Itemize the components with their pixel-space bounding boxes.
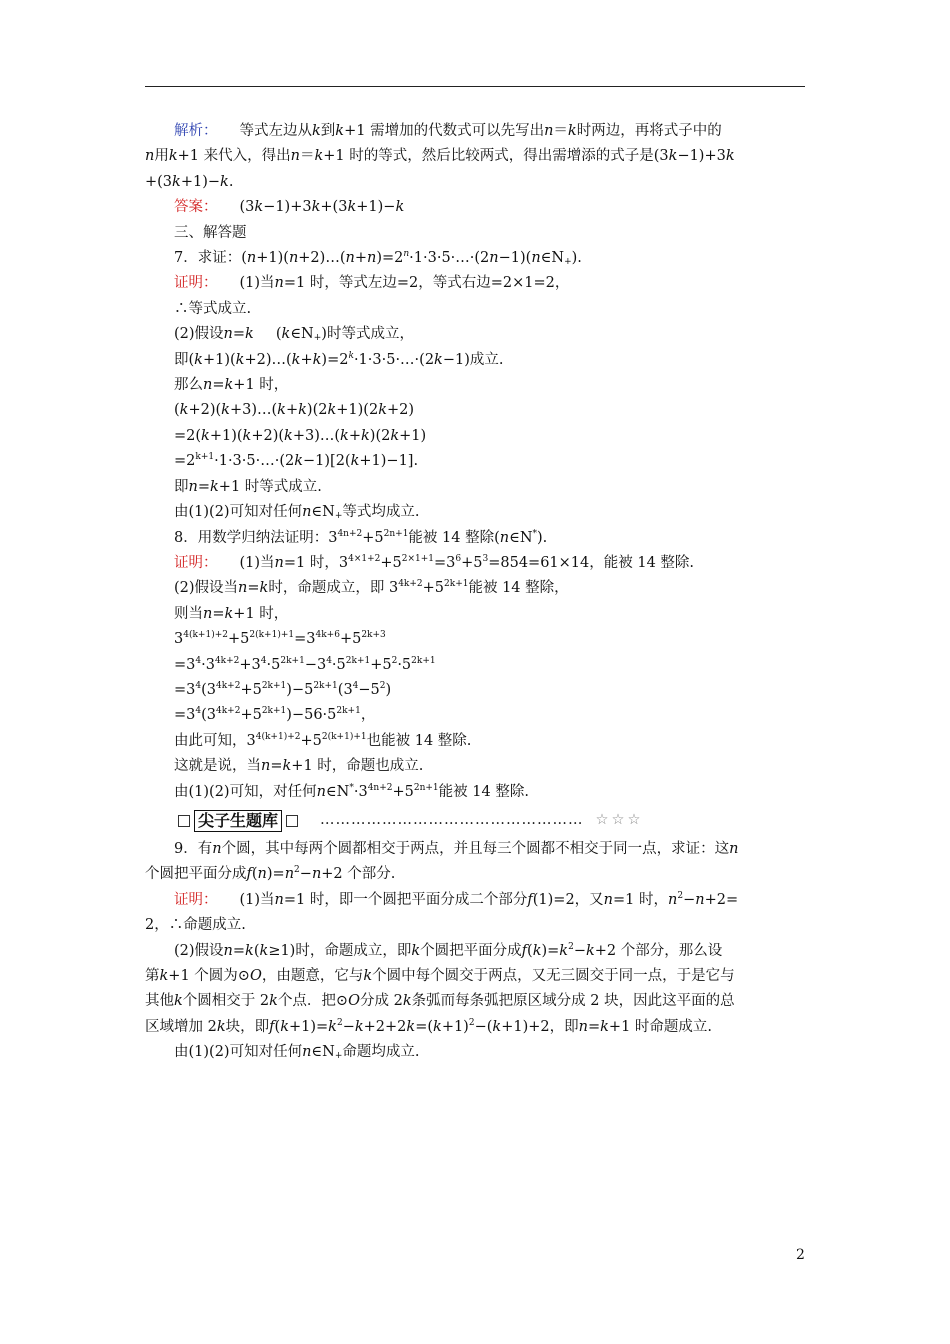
q7-proof-6: (k+2)(k+3)…(k+k)(2k+1)(2k+2) [174, 402, 415, 419]
q9-proof-5: 其他k个圆相交于 2k个点．把⊙O分成 2k条弧而每条弧把原区域分成 2 块，因此这平面的总 [145, 993, 735, 1010]
question-8: 8．用数学归纳法证明：$3^{4n+2}+5^{2n+1}$能被 14 整除(n∈N*). [174, 528, 548, 546]
section-banner [174, 809, 810, 833]
q7-proof-1: 证明： (1)当n=1 时，等式左边=2，等式右边=2×1=2， [174, 275, 570, 292]
question-9-line-2: 个圆把平面分成$f(n)=n^2-n+2$ 个部分. [145, 865, 396, 883]
q8-proof-6: $=3^4(3^{4k+2}+5^{2k+1})-5^{2k+1}(3^4-5^2)$ [174, 680, 392, 698]
q7-proof-8: $=2^{k+1}\cdot 1\cdot 3\cdot 5\cdot\dots\cdot(2k-1)[2(k+1)-1]$. [174, 452, 419, 470]
q9-proof-6: 区域增加 2k块，即$f(k+1)=k^2-k+2+2k=(k+1)^2-(k+1)+2$，即n=k+1 时命题成立. [145, 1017, 713, 1035]
page-content [145, 119, 810, 1066]
q7-proof-2: ∴等式成立. [174, 300, 252, 317]
page-number: 2 [796, 1247, 805, 1263]
q7-proof-7: =2(k+1)(k+2)(k+3)…(k+k)(2k+1) [174, 427, 427, 444]
analysis-line-3: +(3k+1)−k. [145, 173, 234, 190]
q8-proof-9: 这就是说，当n=k+1 时，命题也成立. [174, 758, 424, 775]
question-9-line-1: 9．有n个圆，其中每两个圆都相交于两点，并且每三个圆都不相交于同一点，求证：这n [174, 840, 739, 857]
square-bullet-icon [286, 815, 298, 827]
question-7: 7．求证：$(n+1)(n+2)\dots(n+n)=2^n\cdot 1\cdot 3\cdot 5\cdot\dots\cdot(2n-1)(n\in N_+)$. [174, 249, 582, 268]
section-heading: 三、解答题 [174, 224, 247, 241]
q9-proof-1: 证明： (1)当n=1 时，即一个圆把平面分成二个部分f(1)=2，又n=1 时，$n^2-n+2=$ [174, 890, 739, 908]
analysis-line-1: 解析： 等式左边从k到k+1 需增加的代数式可以先写出n＝k时两边，再将式子中的 [174, 123, 722, 139]
q8-proof-10: 由(1)(2)可知，对任何$n\in N^*\cdot 3^{4n+2}+5^{2n+1}$能被 14 整除. [174, 782, 529, 800]
q9-proof-7: 由(1)(2)可知对任何$n\in N_+$命题均成立. [174, 1044, 420, 1062]
q8-proof-7: $=3^4(3^{4k+2}+5^{2k+1})-56\cdot 5^{2k+1}$， [174, 706, 376, 724]
banner-label: 尖子生题库 [194, 810, 282, 832]
q7-proof-9: 即n=k+1 时等式成立. [174, 478, 322, 495]
analysis-line-2: n用k+1 来代入，得出n＝k+1 时的等式，然后比较两式，得出需增添的式子是(3k−1)+3k [145, 148, 735, 165]
q9-proof-2: 2，∴命题成立. [145, 917, 246, 934]
q8-proof-5: $=3^4\cdot 3^{4k+2}+3^4\cdot 5^{2k+1}-3^4\cdot 5^{2k+1}+5^2\cdot 5^{2k+1}$ [174, 655, 436, 673]
q8-proof-4: $3^{4(k+1)+2}+5^{2(k+1)+1}=3^{4k+6}+5^{2k+3}$ [174, 630, 386, 648]
q8-proof-8: 由此可知，$3^{4(k+1)+2}+5^{2(k+1)+1}$也能被 14 整除. [174, 731, 472, 749]
square-bullet-icon [178, 815, 190, 827]
q8-proof-1: 证明： (1)当n=1 时，$3^{4\times 1+2}+5^{2\times 1+1}=3^6+5^3=854=61\times 14$，能被 14 整除. [174, 553, 695, 571]
q8-proof-3: 则当n=k+1 时， [174, 605, 289, 622]
q7-proof-3: (2)假设n=k $(k\in N_+)$时等式成立， [174, 326, 414, 344]
answer-line: 答案： (3k−1)+3k+(3k+1)−k [174, 199, 405, 216]
q9-proof-4: 第k+1 个圆为⊙O，由题意，它与k个圆中每个圆交于两点，又无三圆交于同一点，于是它与 [145, 968, 735, 984]
q8-proof-2: (2)假设当n=k时，命题成立，即 $3^{4k+2}+5^{2k+1}$能被 14 整除， [174, 579, 569, 597]
q7-proof-5: 那么n=k+1 时， [174, 377, 289, 394]
analysis-label: 解析： [174, 123, 218, 139]
difficulty-stars-icon: ☆☆☆ [595, 812, 644, 829]
proof-label: 证明： [174, 275, 218, 292]
banner-dots: …………………………………………… [320, 812, 584, 829]
q7-proof-4: 即$(k+1)(k+2)\dots(k+k)=2^k\cdot 1\cdot 3\cdot 5\cdot\dots\cdot(2k-1)$成立. [174, 350, 504, 368]
answer-label: 答案： [174, 199, 218, 216]
header-rule [145, 86, 805, 87]
q9-proof-3: (2)假设n=k(k≥1)时，命题成立，即k个圆把平面分成$f(k)=k^2-k+2$ 个部分，那么设 [174, 941, 723, 959]
q7-proof-10: 由(1)(2)可知对任何$n\in N_+$等式均成立. [174, 504, 420, 522]
